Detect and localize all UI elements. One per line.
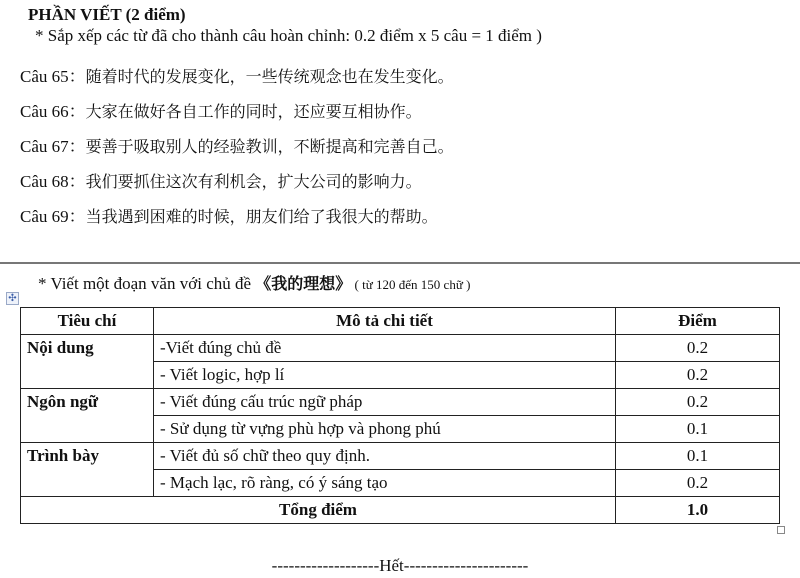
- question-label: Câu 66：: [20, 102, 86, 121]
- description-cell: - Viết đủ số chữ theo quy định.: [154, 443, 616, 470]
- page-break-line: [0, 262, 800, 264]
- question-answer: 我们要抓住这次有利机会，扩大公司的影响力。: [85, 172, 422, 191]
- table-move-handle-icon[interactable]: ✣: [6, 292, 19, 305]
- question-65: [20, 62, 454, 87]
- question-68: [20, 167, 422, 192]
- score-cell: 0.1: [616, 416, 780, 443]
- question-answer: 大家在做好各自工作的同时，还应要互相协作。: [85, 102, 422, 121]
- question-label: Câu 67：: [20, 137, 86, 156]
- rubric-table: [20, 307, 780, 524]
- description-cell: - Mạch lạc, rõ ràng, có ý sáng tạo: [154, 470, 616, 497]
- section-title: PHẦN VIẾT (2 điểm): [28, 5, 186, 24]
- question-answer: 随着时代的发展变化，一些传统观念也在发生变化。: [85, 67, 454, 86]
- description-cell: - Sử dụng từ vựng phù hợp và phong phú: [154, 416, 616, 443]
- criterion-cell: Nội dung: [21, 335, 154, 389]
- question-66: [20, 97, 422, 122]
- header-description: Mô tả chi tiết: [154, 308, 616, 335]
- table-total-row: [21, 497, 780, 524]
- total-label: Tổng điểm: [21, 497, 616, 524]
- score-cell: 0.2: [616, 470, 780, 497]
- criterion-cell: Trình bày: [21, 443, 154, 497]
- table-row: [21, 389, 780, 416]
- description-cell: - Viết logic, hợp lí: [154, 362, 616, 389]
- table-header-row: [21, 308, 780, 335]
- total-value: 1.0: [616, 497, 780, 524]
- score-cell: 0.2: [616, 389, 780, 416]
- essay-prompt: [38, 271, 470, 294]
- description-cell: -Viết đúng chủ đề: [154, 335, 616, 362]
- essay-topic: 《我的理想》: [255, 274, 352, 293]
- score-cell: 0.2: [616, 362, 780, 389]
- question-69: [20, 202, 438, 227]
- question-answer: 当我遇到困难的时候，朋友们给了我很大的帮助。: [85, 207, 438, 226]
- table-resize-handle[interactable]: [777, 526, 785, 534]
- description-cell: - Viết đúng cấu trúc ngữ pháp: [154, 389, 616, 416]
- header-score: Điểm: [616, 308, 780, 335]
- score-cell: 0.2: [616, 335, 780, 362]
- question-answer: 要善于吸取别人的经验教训，不断提高和完善自己。: [85, 137, 454, 156]
- question-label: Câu 69：: [20, 207, 86, 226]
- question-67: [20, 132, 454, 157]
- essay-prefix: * Viết một đoạn văn với chủ đề: [38, 274, 256, 293]
- table-row: [21, 335, 780, 362]
- question-label: Câu 65：: [20, 67, 86, 86]
- header-criterion: Tiêu chí: [21, 308, 154, 335]
- table-row: [21, 443, 780, 470]
- section-instruction: * Sắp xếp các từ đã cho thành câu hoàn chỉnh: 0.2 điểm x 5 câu = 1 điểm ): [35, 26, 542, 45]
- score-cell: 0.1: [616, 443, 780, 470]
- question-label: Câu 68：: [20, 172, 86, 191]
- end-marker: -------------------Hết----------------------: [271, 556, 529, 575]
- essay-note: ( từ 120 đến 150 chữ ): [351, 277, 471, 292]
- criterion-cell: Ngôn ngữ: [21, 389, 154, 443]
